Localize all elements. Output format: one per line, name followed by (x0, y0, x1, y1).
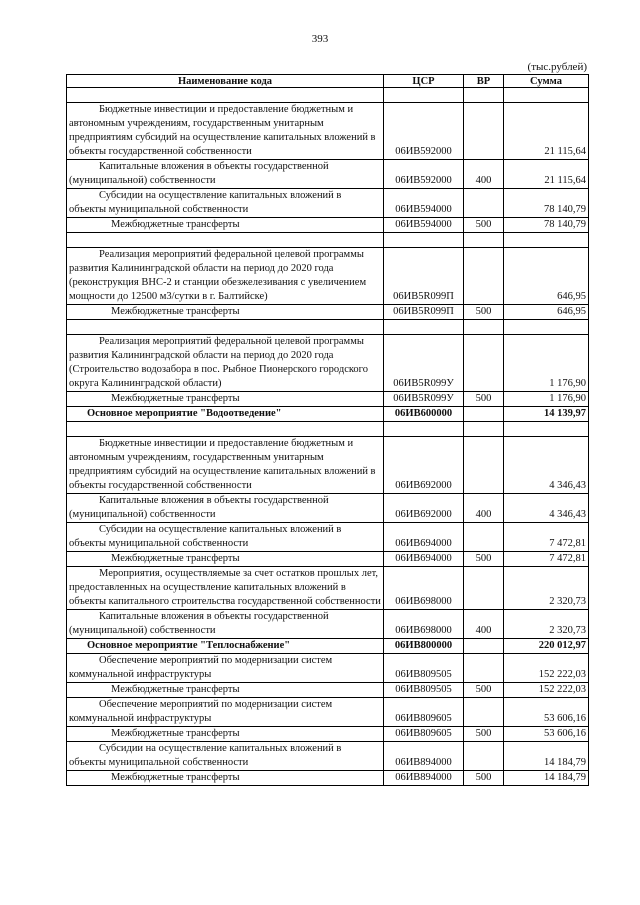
cell-sum: 220 012,97 (504, 639, 589, 654)
cell-text: Бюджетные инвестиции и предоставление бюджетным и автономным учреждениям, государственным унитарным предприятиям субсидий на осуществление капитальных вложений в объекты государственной собственности (69, 438, 376, 491)
cell-sum (504, 88, 589, 103)
table-row (67, 610, 589, 639)
cell-sum: 53 606,16 (504, 727, 589, 742)
table-row (67, 494, 589, 523)
cell-vr (464, 103, 504, 160)
cell-sum: 2 320,73 (504, 567, 589, 610)
cell-csr: 06ИВ694000 (384, 523, 464, 552)
cell-vr (464, 437, 504, 494)
spacer-row (67, 422, 589, 437)
header-sum: Сумма (504, 75, 589, 88)
cell-name (67, 189, 384, 218)
cell-name (67, 567, 384, 610)
cell-name (67, 103, 384, 160)
cell-csr: 06ИВ698000 (384, 567, 464, 610)
cell-csr: 06ИВ592000 (384, 160, 464, 189)
table-row (67, 248, 589, 305)
cell-sum: 14 184,79 (504, 742, 589, 771)
cell-vr: 500 (464, 771, 504, 786)
cell-sum: 4 346,43 (504, 494, 589, 523)
cell-csr (384, 320, 464, 335)
cell-vr: 500 (464, 218, 504, 233)
cell-csr (384, 88, 464, 103)
table-row (67, 305, 589, 320)
table-row (67, 552, 589, 567)
cell-csr: 06ИВ894000 (384, 742, 464, 771)
cell-sum: 646,95 (504, 248, 589, 305)
header-csr: ЦСР (384, 75, 464, 88)
cell-sum: 2 320,73 (504, 610, 589, 639)
spacer-row (67, 320, 589, 335)
cell-vr (464, 88, 504, 103)
cell-vr: 400 (464, 494, 504, 523)
cell-csr: 06ИВ809505 (384, 683, 464, 698)
cell-text: Субсидии на осуществление капитальных вложений в объекты муниципальной собственности (69, 743, 342, 768)
cell-sum: 7 472,81 (504, 523, 589, 552)
cell-name: Межбюджетные трансферты (67, 683, 384, 698)
cell-sum: 78 140,79 (504, 189, 589, 218)
cell-vr (464, 248, 504, 305)
cell-name (67, 335, 384, 392)
table-row (67, 160, 589, 189)
cell-text: Бюджетные инвестиции и предоставление бюджетным и автономным учреждениям, государственным унитарным предприятиям субсидий на осуществление капитальных вложений в объекты государственной собственности (69, 104, 376, 157)
cell-name (67, 610, 384, 639)
cell-csr: 06ИВ800000 (384, 639, 464, 654)
cell-name (67, 742, 384, 771)
table-row (67, 523, 589, 552)
section-row (67, 639, 589, 654)
cell-text: Субсидии на осуществление капитальных вложений в объекты муниципальной собственности (69, 524, 342, 549)
table-row (67, 437, 589, 494)
cell-name (67, 654, 384, 683)
cell-csr: 06ИВ809505 (384, 654, 464, 683)
cell-name (67, 248, 384, 305)
table-row (67, 218, 589, 233)
cell-vr: 500 (464, 305, 504, 320)
cell-vr (464, 639, 504, 654)
cell-name (67, 320, 384, 335)
cell-csr: 06ИВ594000 (384, 218, 464, 233)
cell-vr (464, 742, 504, 771)
table-row (67, 683, 589, 698)
table-row (67, 567, 589, 610)
cell-vr (464, 422, 504, 437)
table-row (67, 335, 589, 392)
cell-name (67, 88, 384, 103)
cell-vr: 500 (464, 727, 504, 742)
cell-csr: 06ИВ894000 (384, 771, 464, 786)
cell-vr (464, 233, 504, 248)
cell-vr (464, 407, 504, 422)
cell-vr: 500 (464, 552, 504, 567)
cell-csr (384, 233, 464, 248)
cell-name (67, 698, 384, 727)
cell-sum: 1 176,90 (504, 335, 589, 392)
cell-name: Межбюджетные трансферты (67, 305, 384, 320)
cell-name (67, 437, 384, 494)
cell-csr: 06ИВ809605 (384, 727, 464, 742)
cell-text: Реализация мероприятий федеральной целевой программы развития Калининградской области на период до 2020 года (реконструкция ВНС-2 и станции обезжелезивания с увеличением мощности до 12500 м3/сутки в г. Балтийске) (69, 249, 367, 302)
cell-sum: 53 606,16 (504, 698, 589, 727)
cell-csr: 06ИВ692000 (384, 494, 464, 523)
cell-name: Основное мероприятие "Теплоснабжение" (67, 639, 384, 654)
cell-csr: 06ИВ692000 (384, 437, 464, 494)
cell-sum: 152 222,03 (504, 683, 589, 698)
spacer-row (67, 88, 589, 103)
cell-vr (464, 698, 504, 727)
header-name: Наименование кода (67, 75, 384, 88)
cell-csr: 06ИВ5R099У (384, 335, 464, 392)
cell-csr: 06ИВ698000 (384, 610, 464, 639)
cell-name: Межбюджетные трансферты (67, 771, 384, 786)
section-row (67, 407, 589, 422)
cell-name: Основное мероприятие "Водоотведение" (67, 407, 384, 422)
table-row (67, 727, 589, 742)
cell-vr (464, 320, 504, 335)
cell-sum (504, 422, 589, 437)
cell-csr: 06ИВ809605 (384, 698, 464, 727)
cell-name (67, 523, 384, 552)
table-row (67, 654, 589, 683)
cell-sum: 7 472,81 (504, 552, 589, 567)
cell-name: Межбюджетные трансферты (67, 552, 384, 567)
cell-text: Реализация мероприятий федеральной целевой программы развития Калининградской области на период до 2020 года (Строительство водозабора в пос. Рыбное Пионерского городского округа Калининградской области) (69, 336, 368, 389)
cell-vr: 400 (464, 610, 504, 639)
cell-vr (464, 335, 504, 392)
cell-name: Межбюджетные трансферты (67, 727, 384, 742)
cell-sum: 14 139,97 (504, 407, 589, 422)
cell-text: Обеспечение мероприятий по модернизации систем коммунальной инфраструктуры (69, 655, 333, 680)
cell-csr: 06ИВ5R099П (384, 305, 464, 320)
cell-sum (504, 233, 589, 248)
cell-csr (384, 422, 464, 437)
cell-csr: 06ИВ5R099У (384, 392, 464, 407)
cell-name (67, 494, 384, 523)
cell-vr: 400 (464, 160, 504, 189)
cell-text: Субсидии на осуществление капитальных вложений в объекты муниципальной собственности (69, 190, 342, 215)
cell-sum: 1 176,90 (504, 392, 589, 407)
table-body (67, 88, 589, 786)
cell-sum: 152 222,03 (504, 654, 589, 683)
cell-csr: 06ИВ694000 (384, 552, 464, 567)
cell-csr: 06ИВ592000 (384, 103, 464, 160)
table-row (67, 103, 589, 160)
table-row (67, 698, 589, 727)
table-row (67, 189, 589, 218)
cell-vr (464, 567, 504, 610)
cell-sum: 646,95 (504, 305, 589, 320)
cell-text: Мероприятия, осуществляемые за счет остатков прошлых лет, предоставленных на осуществление капитальных вложений в объекты капитального строительства государственной собственности (69, 568, 381, 607)
cell-sum: 4 346,43 (504, 437, 589, 494)
cell-name (67, 160, 384, 189)
cell-name: Межбюджетные трансферты (67, 218, 384, 233)
cell-sum: 21 115,64 (504, 103, 589, 160)
cell-vr: 500 (464, 392, 504, 407)
page-number: 393 (311, 33, 329, 45)
cell-name (67, 233, 384, 248)
cell-sum: 78 140,79 (504, 218, 589, 233)
cell-vr (464, 654, 504, 683)
spacer-row (67, 233, 589, 248)
budget-table (66, 74, 589, 786)
header-vr: ВР (464, 75, 504, 88)
cell-text: Капитальные вложения в объекты государственной (муниципальной) собственности (69, 495, 329, 520)
cell-vr (464, 523, 504, 552)
cell-sum (504, 320, 589, 335)
cell-text: Капитальные вложения в объекты государственной (муниципальной) собственности (69, 611, 329, 636)
table-row (67, 392, 589, 407)
cell-text: Капитальные вложения в объекты государственной (муниципальной) собственности (69, 161, 329, 186)
cell-csr: 06ИВ600000 (384, 407, 464, 422)
cell-sum: 14 184,79 (504, 771, 589, 786)
cell-text: Обеспечение мероприятий по модернизации систем коммунальной инфраструктуры (69, 699, 333, 724)
cell-name (67, 422, 384, 437)
cell-sum: 21 115,64 (504, 160, 589, 189)
cell-vr: 500 (464, 683, 504, 698)
table-row (67, 742, 589, 771)
table-header-row (67, 75, 589, 88)
cell-vr (464, 189, 504, 218)
units-label: (тыс.рублей) (527, 61, 587, 73)
cell-name: Межбюджетные трансферты (67, 392, 384, 407)
cell-csr: 06ИВ594000 (384, 189, 464, 218)
table-row (67, 771, 589, 786)
cell-csr: 06ИВ5R099П (384, 248, 464, 305)
